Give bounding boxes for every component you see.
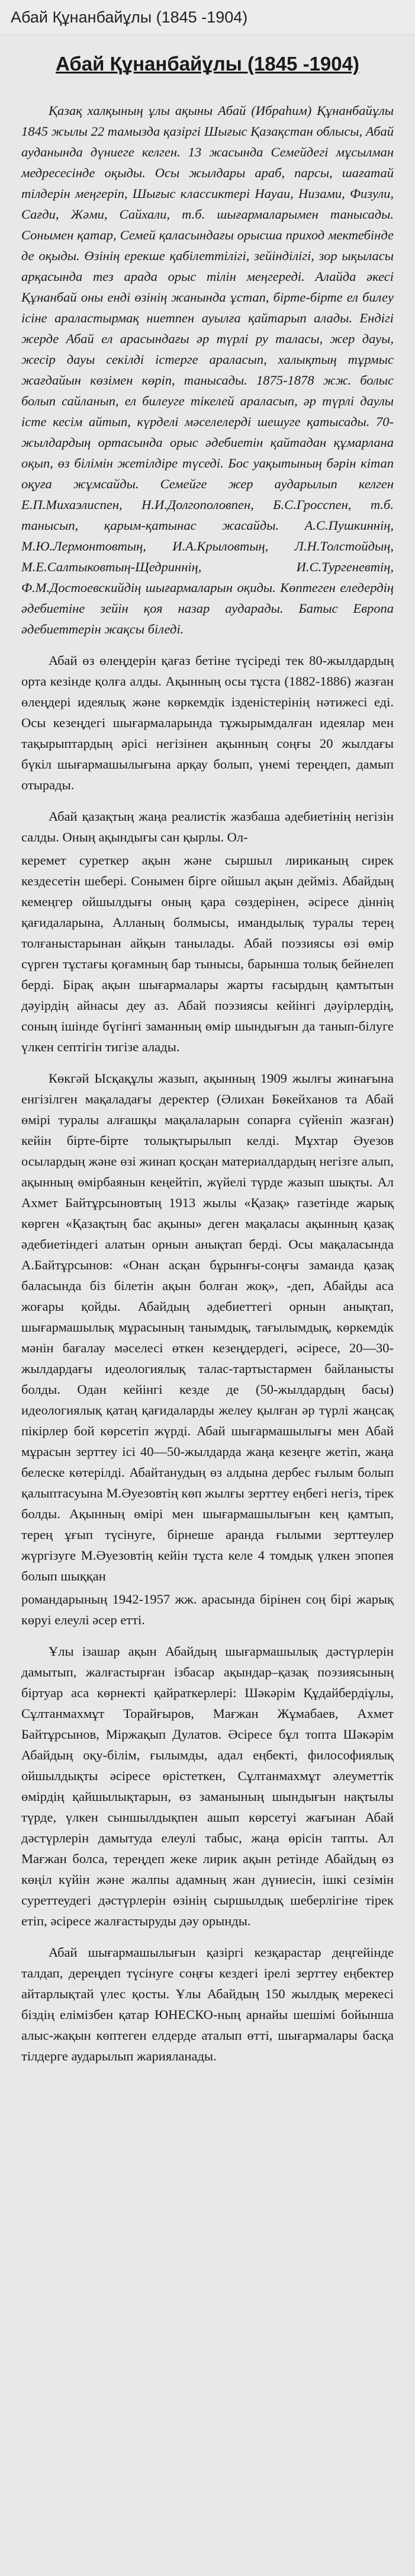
paragraph-successors: Ұлы ізашар ақын Абайдың шығармашылық дәстүрлерін дамытып, жалғастырған ізбасар ақындар–қазақ поэзиясының біртуар аса көрнекті қайраткерлері: Шәкәрім Құдайбердіұлы, Сұлтанмахмұт Торайғыров, Мағжан Жұмабаев, Ахмет Байтұрсынов, Міржақып Дулатов. Әсіресе бұл топта Шәкәрім Абайдың оқу-білім, ғылымды, адал еңбекті, философиялық ойшылдықты әсіресе өрістеткен, Сұлтанмахмұт әлеуметтік өмірдің қайшылықтарын, өз заманының шындығын нақтылы түрде, үлкен сыншылдықпен ашып көрсетуі жағынан Абай дәстүрлерін дамытуда елеулі табыс, жаңа өрісін тапты. Ал Мағжан болса, тереңдеп жеке лирик ақын ретінде Абайдың өз көңіл күйін және жалпы адамның жан дүниесін, ішкі сезімін суреттеудегі дәстүрлерін өзінің сыршылдық шеберлігіне тірек етіп, әсіресе жалғастыруды дәу орынды. [21, 1644, 394, 1928]
paragraph-modern-research: Абай шығармашылығын қазіргі кезқарастар деңгейінде талдап, дереңдеп түсінуге соңғы кездегі ірелі зерттеу еңбектер айтарлықтай үлес қосты. Ұлы Абайдың 150 жылдық мерекесі біздің елімізбен қатар ЮНЕСКО-ның арнайы шешімі бойынша алыс-жақын көптеген елдерде аталып өтті, шығармалары басқа тілдерге аударылып жарияланады. [21, 1945, 394, 2063]
header-title: Абай Құнанбайұлы (1845 -1904) [11, 8, 248, 26]
document-page [0, 53, 415, 2066]
paragraph-research-history: Көкгәй Ысқақұлы жазып, ақынның 1909 жылғы жинағына енгізілген мақаладағы деректер (Әлихан Бөкейханов та Абай өмірі туралы алғашқы мақалаларын сопарға сүйеніп жазған) кейін бірте-бірте толықтырылып келді. Мұхтар Әуезов осылардың және өзі жинап қосқан материалдардың негізге алып, ақынның өмірбаянын кеңейтіп, жүйелі түрде жазып шықты. Ал Ахмет Байтұрсыновтың 1913 жылы «Қазақ» газетінде жарық көрген «Қазақтың бас ақыны» деген мақаласы ақынның қазақ әдебиетіндегі алатын орнын анықтап берді. Осы мақаласында А.Байтұрсынов: «Онан асқан бұрынғы-соңғы заманда қазақ баласында біз білетін ақын болған жоқ», -деп, Абайды аса жоғары қойды. Абайдың әдебиеттегі орнын анықтап, шығармашылық мұрасының танымдық, тағылымдық, көркемдік мәнін бағалау мәселесі өткен кезеңдердегі, әсіресе, 20—30-жылдардағы идеологиялық талас-тартыстармен байланысты болды. Одан кейінгі кезде де (50-жылдардың басы) идеологиялық қатаң қағидаларды желеу қылған әр түрлі жаңсақ пікірлер бой көрсетіп жүрді. Абай шығармашылығы мен Абай мұрасын зерттеу ісі 40—50-жылдарда жаңа кезеңге жетіп, жаңа белеске көтерілді. Абайтанудың өз алдына дербес ғылым болып қалыптасуына М.Әуезовтің көп жылғы зерттеу еңбегі негіз, тірек болды. Ақынның өмірі мен шығармашылығын кең қамтып, терең ұғып түсінуге, бірнеше аранда ғылыми зерттеулер жүргізуге М.Әуезовтің кейін тұста келе 4 томдық үлкен эпопея болып шыққан [21, 1071, 394, 1583]
paragraph-poems-80s: Абай өз өлеңдерін қағаз бетіне түсіреді тек 80-жылдардың орта кезінде қолға алды. Ақынның осы тұста (1882-1886) жазған өлеңдері идеялық және көркемдік ізденістерінің нәтижесі еді. Осы кезеңдегі шығармаларында тұжырымдалған идеялар мен тақырыптардың әрісі негізінен ақынның соңғы 20 жылдағы бүкіл шығармашылығына арқау болып, үнемі тереңдеп, дамып отырады. [21, 653, 394, 792]
paragraph-novels: романдарының 1942-1957 жж. арасында бірінен соң бірі жарық көруі елеулі әсер етті. [21, 1592, 394, 1627]
paragraph-realist-literature: Абай қазақтың жаңа реалистік жазбаша әдебиетінің негізін салды. Оның ақындығы сан қырлы. Ол- [21, 809, 394, 844]
header-bar [0, 0, 415, 35]
paragraph-artist-thinker: керемет суреткер ақын және сыршыл лириканың сирек кездесетін шебері. Сонымен бірге ойшыл ақын деймiз. Абайдың кемеңгер ойшылдығы оның қара сөздерінен, әсіресе діннің қағидаларына, Алланың болмысы, имандылық туралы терең толғаныстарынан айқын танылады. Абай поэзиясы өзі өмір сүрген тұстағы қоғамның бар тынысы, барынша толық бейнелеп берді. Бірақ ақын шығармалары жарты ғасырдың қамтытын дәуірдің айнасы деу аз. Абай поэзиясы кейінгі дәуірлердің, соның ішінде бүгінгі заманның өмір шындығын да танып-білуге үлкен септігін тигізе алады. [21, 853, 394, 1054]
paragraph-biography: Қазақ халқының ұлы ақыны Абай (Ибраһим) Құнанбайұлы 1845 жылы 22 тамызда қазіргі Шығыс Қазақстан облысы, Абай ауданында дүниеге келген. 13 жасында Семейдегі мұсылман медресесінде оқыды. Осы жылдары араб, парсы, шағатай тілдерін меңгеріп, Шығыс классиктері Науаи, Низами, Физули, Сағди, Жәми, Сайхали, т.б. шығармаларымен танысады. Сонымен қатар, Семей қаласындағы орысша приход мектебінде де оқыды. Өзінің ерекше қабілеттілігі, зейінділігі, зор ықыласы арқасында тез арада орыс тілін меңгереді. Алайда әкесі Құнанбай оны енді өзінің жанында ұстап, бірте-бірте ел билеу ісіне араластырмақ ниетпен ауылға қайтарып алады. Ендігі жерде Абай ел арасындағы әр түрлі ру таласы, жер дауы, жесір дауы секілді істерге араласып, халықтың тұрмыс жағдайын көзімен көріп, танысады. 1875-1878 жж. болыс болып сайланып, ел билеуге тікелей араласып, әр түрлі даулы істе кесім айтып, күрделі мәселелерді шешуге қатысады. 70-жылдардың ортасында орыс әдебиетін қайтадан құмарлана оқып, өз білімін жетілдіре түседі. Бос уақытының бәрін кітап оқуға жұмсайды. Семейге жер аударылып келген Е.П.Михаэлиспен, Н.И.Долгополовпен, Б.С.Гросспен, т.б. танысып, қарым-қатынас жасайды. А.С.Пушкиннің, М.Ю.Лермонтовтың, И.А.Крыловтың, Л.Н.Толстойдың, М.Е.Салтыковтың-Щедриннің, И.С.Тургеневтің, Ф.М.Достоевскийдің шығармаларын оқиды. Көптеген еледердің әдебиетіне зейін қоя назар аударады. Батыс Европа әдебиеттерін жақсы біледі. [21, 103, 394, 636]
document-title: Абай Құнанбайұлы (1845 -1904) [56, 53, 359, 75]
